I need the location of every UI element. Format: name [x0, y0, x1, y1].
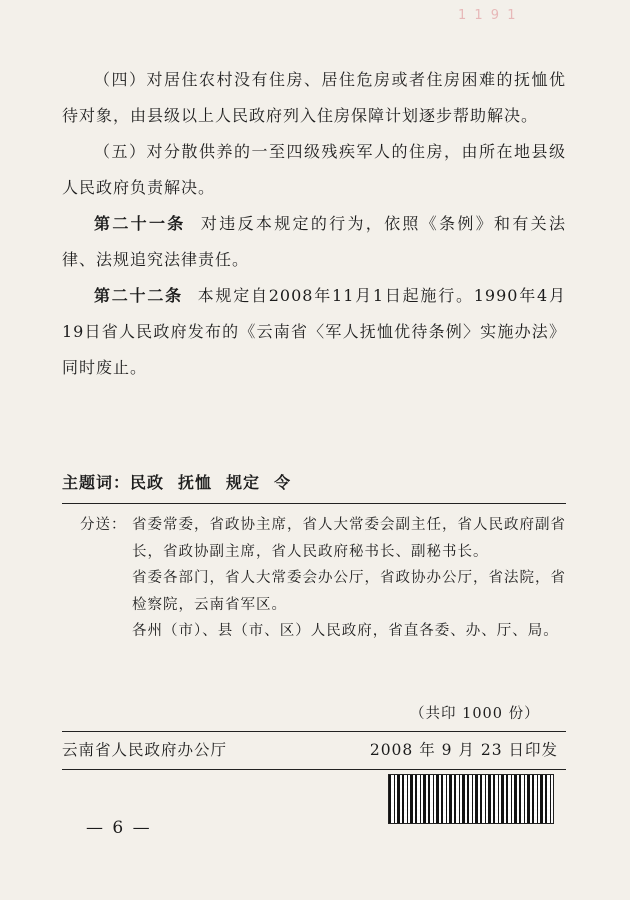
distribution-group: 省委常委，省政协主席，省人大常委会副主任，省人民政府副省长，省政协副主席，省人民政府秘书长、副秘书长。: [132, 517, 566, 560]
issuer-line: [62, 738, 566, 762]
faint-stamp: 1 1 9 1: [458, 8, 518, 23]
paragraph-text: （五）对分散供养的一至四级残疾军人的住房，由所在地县级人民政府负责解决。: [62, 142, 566, 197]
article-number: 第二十一条: [94, 214, 186, 233]
divider-line: [62, 503, 566, 504]
print-count: （共印 1000 份）: [410, 706, 540, 722]
article-number: 第二十二条: [94, 286, 183, 305]
article-text: 本规定自2008年11月1日起施行。1990年4月19日省人民政府发布的《云南省〈军人抚恤优待条例〉实施办法》同时废止。: [62, 286, 566, 377]
article-21: [62, 206, 566, 278]
paragraph-item-5: [62, 134, 566, 206]
paragraph-text: （四）对居住农村没有住房、居住危房或者住房困难的抚恤优待对象，由县级以上人民政府列入住房保障计划逐步帮助解决。: [62, 70, 566, 125]
keyword: 规定: [226, 473, 261, 492]
article-text: 对违反本规定的行为，依照《条例》和有关法律、法规追究法律责任。: [62, 214, 566, 269]
keyword: 民政: [130, 473, 165, 492]
paragraph-item-4: [62, 62, 566, 134]
subject-keywords: [62, 471, 566, 495]
article-22: [62, 278, 566, 386]
divider-line: [62, 731, 566, 732]
issuer-office: 云南省人民政府办公厅: [62, 741, 228, 759]
keyword: 令: [274, 473, 292, 492]
divider-line: [62, 769, 566, 770]
distribution-group: 各州（市）、县（市、区）人民政府，省直各委、办、厅、局。: [132, 623, 559, 639]
issue-date: 2008 年 9 月 23 日印发: [369, 741, 558, 759]
subject-keywords-label: 主题词：: [62, 473, 131, 492]
distribution-list: [80, 512, 566, 645]
distribution-group: 省委各部门，省人大常委会办公厅，省政协办公厅，省法院，省检察院，云南省军区。: [132, 570, 566, 613]
page-number: — 6 —: [86, 818, 152, 838]
keyword: 抚恤: [178, 473, 213, 492]
barcode-image: [388, 774, 554, 824]
distribution-label: 分送：: [80, 517, 127, 533]
